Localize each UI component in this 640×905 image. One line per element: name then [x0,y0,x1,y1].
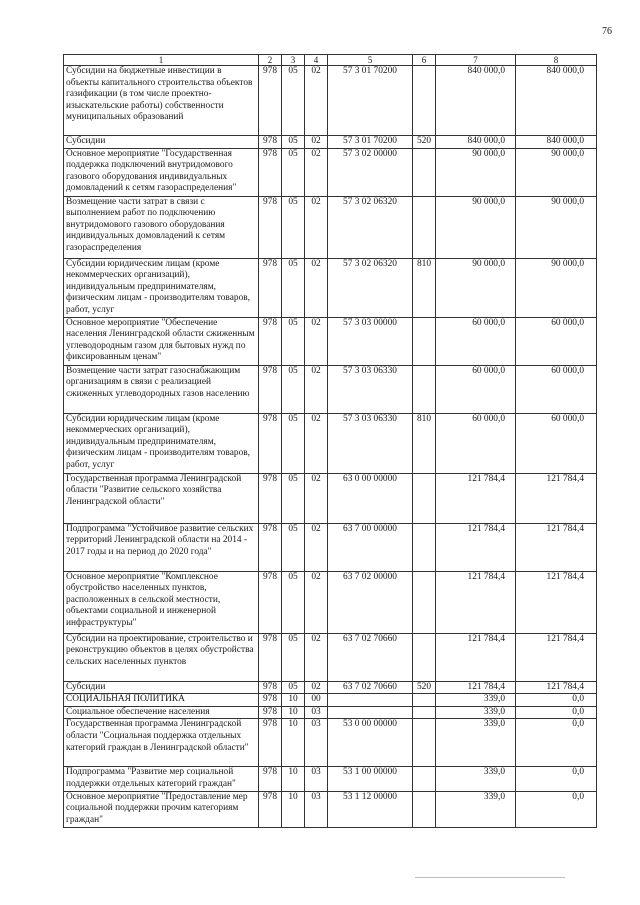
expense-type-cell: 810 [413,413,436,473]
column-header-row [64,55,597,66]
section-code-cell: 10 [282,694,305,707]
item-name-cell: Основное мероприятие "Обеспечение населения Ленинградской области сжиженным углеводородным газом для бытовых нужд по фиксированным ценам" [64,317,259,365]
amount-col7-cell: 339,0 [436,719,516,767]
section-code-cell: 05 [282,633,305,681]
table-row [64,136,597,149]
table-row [64,413,597,473]
section-code-cell: 05 [282,523,305,571]
expense-type-cell [413,694,436,707]
subsection-code-cell: 02 [305,148,328,196]
expense-type-cell: 810 [413,258,436,317]
section-code-cell: 05 [282,473,305,523]
expense-type-cell [413,633,436,681]
item-name-cell: Субсидии юридическим лицам (кроме некоммерческих организаций), индивидуальным предпринимателям, физическим лицам - производителям товаров, работ, услуг [64,258,259,317]
target-article-cell: 57 3 01 70200 [328,136,413,149]
target-article-cell: 53 1 00 00000 [328,767,413,791]
item-name-cell: Государственная программа Ленинградской области "Социальная поддержка отдельных категорий граждан в Ленинградской области" [64,719,259,767]
amount-col8-cell: 0,0 [516,719,597,767]
target-article-cell: 57 3 02 06320 [328,258,413,317]
expense-type-cell [413,706,436,719]
amount-col8-cell: 121 784,4 [516,523,597,571]
amount-col7-cell: 840 000,0 [436,66,516,136]
table-body [64,55,597,828]
target-article-cell: 63 0 00 00000 [328,473,413,523]
section-code-cell: 10 [282,719,305,767]
subsection-code-cell: 02 [305,681,328,694]
column-header: 6 [413,55,436,66]
ministry-code-cell: 978 [259,196,282,258]
ministry-code-cell: 978 [259,706,282,719]
target-article-cell [328,694,413,707]
amount-col7-cell: 90 000,0 [436,148,516,196]
subsection-code-cell: 02 [305,633,328,681]
section-code-cell: 05 [282,66,305,136]
ministry-code-cell: 978 [259,66,282,136]
subsection-code-cell: 02 [305,473,328,523]
table-row [64,719,597,767]
target-article-cell: 57 3 02 00000 [328,148,413,196]
item-name-cell: Подпрограмма "Устойчивое развитие сельских территорий Ленинградской области на 2014 - 2017 годы и на период до 2020 года" [64,523,259,571]
ministry-code-cell: 978 [259,694,282,707]
expense-type-cell [413,365,436,413]
amount-col8-cell: 121 784,4 [516,473,597,523]
amount-col8-cell: 90 000,0 [516,148,597,196]
table-row [64,473,597,523]
amount-col8-cell: 0,0 [516,791,597,827]
budget-table-container [63,54,596,828]
table-row [64,148,597,196]
budget-table [63,54,597,828]
table-row [64,571,597,633]
column-header: 8 [516,55,597,66]
subsection-code-cell: 03 [305,719,328,767]
column-header: 2 [259,55,282,66]
amount-col7-cell: 339,0 [436,706,516,719]
amount-col8-cell: 60 000,0 [516,413,597,473]
item-name-cell: Социальное обеспечение населения [64,706,259,719]
amount-col8-cell: 840 000,0 [516,66,597,136]
ministry-code-cell: 978 [259,365,282,413]
section-code-cell: 10 [282,791,305,827]
expense-type-cell: 520 [413,681,436,694]
ministry-code-cell: 978 [259,681,282,694]
item-name-cell: Возмещение части затрат в связи с выполнением работ по подключению внутридомового газового оборудования индивидуальных домовладений к сетям газораспределения [64,196,259,258]
section-code-cell: 10 [282,767,305,791]
amount-col7-cell: 121 784,4 [436,473,516,523]
amount-col8-cell: 0,0 [516,767,597,791]
table-row [64,694,597,707]
table-row [64,706,597,719]
expense-type-cell [413,473,436,523]
amount-col7-cell: 60 000,0 [436,413,516,473]
amount-col7-cell: 339,0 [436,767,516,791]
expense-type-cell [413,148,436,196]
subsection-code-cell: 02 [305,66,328,136]
subsection-code-cell: 02 [305,196,328,258]
table-row [64,681,597,694]
amount-col8-cell: 60 000,0 [516,365,597,413]
ministry-code-cell: 978 [259,791,282,827]
subsection-code-cell: 02 [305,258,328,317]
ministry-code-cell: 978 [259,571,282,633]
amount-col8-cell: 60 000,0 [516,317,597,365]
target-article-cell: 57 3 01 70200 [328,66,413,136]
section-code-cell: 05 [282,148,305,196]
subsection-code-cell: 02 [305,413,328,473]
table-row [64,633,597,681]
section-code-cell: 05 [282,365,305,413]
target-article-cell: 63 7 02 00000 [328,571,413,633]
amount-col8-cell: 121 784,4 [516,681,597,694]
expense-type-cell [413,196,436,258]
ministry-code-cell: 978 [259,413,282,473]
subsection-code-cell: 03 [305,706,328,719]
amount-col7-cell: 90 000,0 [436,258,516,317]
amount-col7-cell: 339,0 [436,791,516,827]
ministry-code-cell: 978 [259,767,282,791]
scan-artifact-line [415,877,565,878]
target-article-cell: 57 3 03 00000 [328,317,413,365]
column-header: 1 [64,55,259,66]
subsection-code-cell: 02 [305,523,328,571]
expense-type-cell [413,791,436,827]
target-article-cell: 53 0 00 00000 [328,719,413,767]
section-code-cell: 05 [282,196,305,258]
amount-col7-cell: 121 784,4 [436,681,516,694]
amount-col8-cell: 90 000,0 [516,258,597,317]
item-name-cell: Субсидии на проектирование, строительство и реконструкцию объектов в целях обустройства сельских населенных пунктов [64,633,259,681]
expense-type-cell [413,66,436,136]
expense-type-cell [413,523,436,571]
item-name-cell: Субсидии [64,681,259,694]
expense-type-cell [413,719,436,767]
target-article-cell: 53 1 12 00000 [328,791,413,827]
subsection-code-cell: 03 [305,767,328,791]
section-code-cell: 10 [282,706,305,719]
expense-type-cell: 520 [413,136,436,149]
ministry-code-cell: 978 [259,523,282,571]
section-code-cell: 05 [282,317,305,365]
target-article-cell: 57 3 03 06330 [328,365,413,413]
amount-col8-cell: 90 000,0 [516,196,597,258]
item-name-cell: Возмещение части затрат газоснабжающим организациям в связи с реализацией сжиженных углеводородных газов населению [64,365,259,413]
item-name-cell: Государственная программа Ленинградской области "Развитие сельского хозяйства Ленинградской области" [64,473,259,523]
item-name-cell: Основное мероприятие "Предоставление мер социальной поддержки прочим категориям граждан" [64,791,259,827]
item-name-cell: Субсидии юридическим лицам (кроме некоммерческих организаций), индивидуальным предпринимателям, физическим лицам - производителям товаров, работ, услуг [64,413,259,473]
ministry-code-cell: 978 [259,719,282,767]
target-article-cell: 57 3 03 06330 [328,413,413,473]
section-code-cell: 05 [282,413,305,473]
ministry-code-cell: 978 [259,633,282,681]
target-article-cell: 57 3 02 06320 [328,196,413,258]
expense-type-cell [413,767,436,791]
ministry-code-cell: 978 [259,136,282,149]
amount-col7-cell: 60 000,0 [436,365,516,413]
amount-col8-cell: 121 784,4 [516,571,597,633]
item-name-cell: Подпрограмма "Развитие мер социальной поддержки отдельных категорий граждан" [64,767,259,791]
table-row [64,791,597,827]
amount-col7-cell: 121 784,4 [436,523,516,571]
amount-col8-cell: 0,0 [516,706,597,719]
target-article-cell [328,706,413,719]
expense-type-cell [413,571,436,633]
amount-col8-cell: 840 000,0 [516,136,597,149]
column-header: 4 [305,55,328,66]
target-article-cell: 63 7 00 00000 [328,523,413,571]
subsection-code-cell: 03 [305,791,328,827]
table-row [64,365,597,413]
amount-col7-cell: 121 784,4 [436,633,516,681]
table-row [64,767,597,791]
item-name-cell: Основное мероприятие "Комплексное обустройство населенных пунктов, расположенных в сельской местности, объектами социальной и инженерной инфраструктуры" [64,571,259,633]
amount-col7-cell: 90 000,0 [436,196,516,258]
ministry-code-cell: 978 [259,148,282,196]
table-row [64,66,597,136]
subsection-code-cell: 02 [305,365,328,413]
target-article-cell: 63 7 02 70660 [328,633,413,681]
amount-col8-cell: 0,0 [516,694,597,707]
column-header: 5 [328,55,413,66]
amount-col7-cell: 121 784,4 [436,571,516,633]
ministry-code-cell: 978 [259,473,282,523]
section-code-cell: 05 [282,571,305,633]
table-row [64,258,597,317]
section-code-cell: 05 [282,258,305,317]
subsection-code-cell: 02 [305,136,328,149]
expense-type-cell [413,317,436,365]
subsection-code-cell: 02 [305,317,328,365]
amount-col7-cell: 60 000,0 [436,317,516,365]
ministry-code-cell: 978 [259,317,282,365]
page-number: 76 [602,26,612,37]
table-row [64,196,597,258]
item-name-cell: Субсидии [64,136,259,149]
amount-col8-cell: 121 784,4 [516,633,597,681]
table-row [64,317,597,365]
item-name-cell: Субсидии на бюджетные инвестиции в объекты капитального строительства объектов газификации (в том числе проектно-изыскательские работы) собственности муниципальных образований [64,66,259,136]
amount-col7-cell: 339,0 [436,694,516,707]
target-article-cell: 63 7 02 70660 [328,681,413,694]
item-name-cell: СОЦИАЛЬНАЯ ПОЛИТИКА [64,694,259,707]
section-code-cell: 05 [282,681,305,694]
amount-col7-cell: 840 000,0 [436,136,516,149]
subsection-code-cell: 00 [305,694,328,707]
subsection-code-cell: 02 [305,571,328,633]
column-header: 7 [436,55,516,66]
column-header: 3 [282,55,305,66]
item-name-cell: Основное мероприятие "Государственная поддержка подключений внутридомового газового оборудования индивидуальных домовладений к сетям газораспределения" [64,148,259,196]
table-row [64,523,597,571]
ministry-code-cell: 978 [259,258,282,317]
section-code-cell: 05 [282,136,305,149]
